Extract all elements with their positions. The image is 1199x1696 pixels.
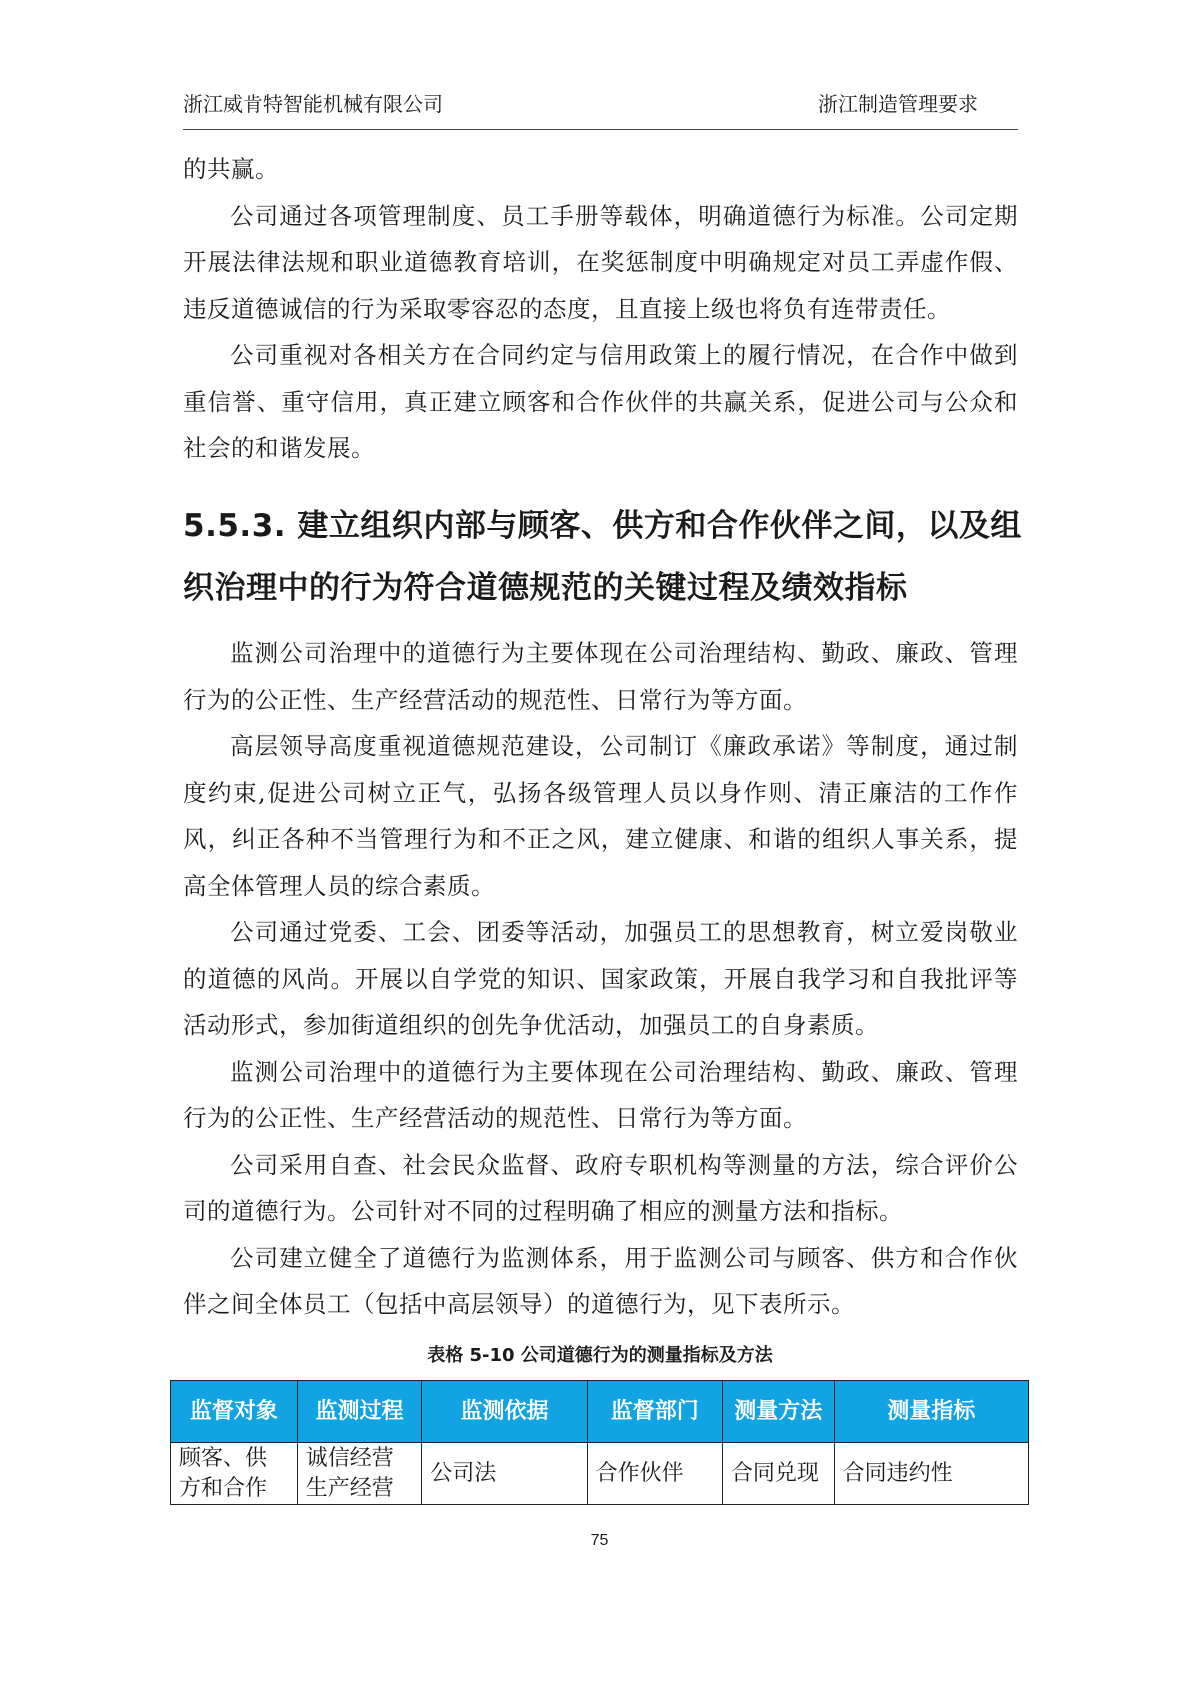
paragraph: 公司通过各项管理制度、员工手册等载体，明确道德行为标准。公司定期开展法律法规和职业道德教育培训，在奖惩制度中明确规定对员工弄虚作假、违反道德诚信的行为采取零容忍的态度，且直接上级也将负有连带责任。	[183, 201, 1018, 323]
column-header: 监督部门	[587, 1381, 722, 1443]
table-caption: 表格 5-10 公司道德行为的测量指标及方法	[427, 1345, 773, 1366]
header-company-name: 浙江威肯特智能机械有限公司	[183, 92, 443, 116]
column-header: 测量指标	[834, 1381, 1028, 1443]
paragraph: 公司通过党委、工会、团委等活动，加强员工的思想教育，树立爱岗敬业的道德的风尚。开展以自学党的知识、国家政策，开展自我学习和自我批评等活动形式，参加街道组织的创先争优活动，加强员工的自身素质。	[183, 918, 1018, 1039]
table-cell: 顾客、供方和合作	[171, 1443, 298, 1505]
table-header-row	[171, 1381, 1029, 1443]
paragraph: 监测公司治理中的道德行为主要体现在公司治理结构、勤政、廉政、管理行为的公正性、生产经营活动的规范性、日常行为等方面。	[183, 639, 1018, 714]
paragraph-continuation: 的共赢。	[183, 155, 279, 183]
paragraph: 高层领导高度重视道德规范建设，公司制订《廉政承诺》等制度，通过制度约束,促进公司树立正气，弘扬各级管理人员以身作则、清正廉洁的工作作风，纠正各种不当管理行为和不正之风，建立健康、和谐的组织人事关系，提高全体管理人员的综合素质。	[183, 732, 1018, 900]
column-header: 监督对象	[171, 1381, 298, 1443]
preceding-section-text	[183, 146, 1018, 472]
section-body-text	[183, 630, 1018, 1328]
paragraph: 监测公司治理中的道德行为主要体现在公司治理结构、勤政、廉政、管理行为的公正性、生产经营活动的规范性、日常行为等方面。	[183, 1057, 1018, 1132]
table-row	[171, 1443, 1029, 1505]
ethics-metrics-table	[170, 1380, 1029, 1505]
page-header	[183, 84, 1018, 124]
paragraph: 公司建立健全了道德行为监测体系，用于监测公司与顾客、供方和合作伙伴之间全体员工（包括中高层领导）的道德行为，见下表所示。	[183, 1243, 1018, 1318]
paragraph: 公司重视对各相关方在合同约定与信用政策上的履行情况，在合作中做到重信誉、重守信用，真正建立顾客和合作伙伴的共赢关系，促进公司与公众和社会的和谐发展。	[183, 341, 1018, 462]
header-divider	[183, 129, 1018, 130]
column-header: 监测过程	[297, 1381, 422, 1443]
column-header: 监测依据	[422, 1381, 587, 1443]
table-cell: 合作伙伴	[587, 1443, 722, 1505]
table-cell: 公司法	[422, 1443, 587, 1505]
column-header: 测量方法	[722, 1381, 834, 1443]
table-cell: 合同违约性	[834, 1443, 1028, 1505]
header-document-title: 浙江制造管理要求	[818, 92, 978, 116]
table-cell: 诚信经营生产经营	[297, 1443, 422, 1505]
table-cell: 合同兑现	[722, 1443, 834, 1505]
section-heading: 5.5.3. 建立组织内部与顾客、供方和合作伙伴之间，以及组织治理中的行为符合道德规范的关键过程及绩效指标	[183, 508, 1022, 606]
paragraph: 公司采用自查、社会民众监督、政府专职机构等测量的方法，综合评价公司的道德行为。公司针对不同的过程明确了相应的测量方法和指标。	[183, 1150, 1018, 1225]
page-number: 75	[590, 1532, 609, 1549]
